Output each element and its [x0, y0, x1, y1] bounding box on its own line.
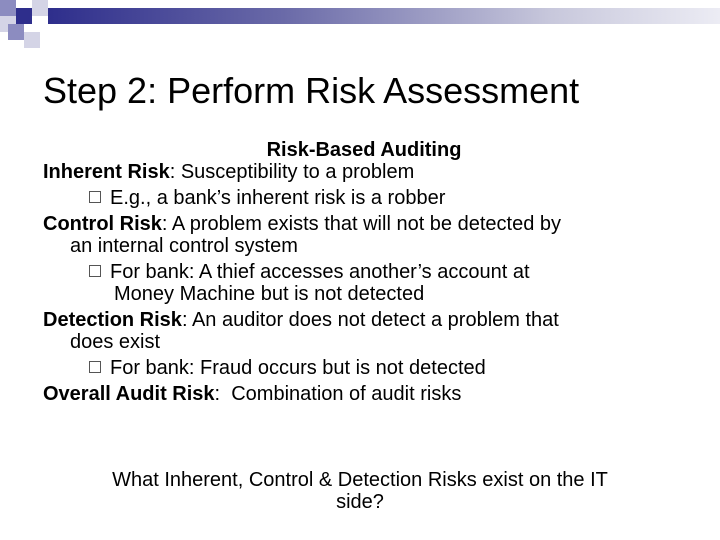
risk-desc: : Combination of audit risks: [214, 383, 462, 405]
risk-example-detection: For bank: Fraud occurs but is not detected: [43, 357, 683, 379]
risk-item-control: [43, 213, 683, 235]
checkbox-bullet-icon: [89, 361, 101, 373]
risk-term: Detection Risk: [43, 309, 182, 331]
deco-square: [0, 0, 16, 16]
risk-desc: : A problem exists that will not be detected by: [161, 213, 562, 235]
discussion-question: [40, 469, 680, 513]
deco-gradient-bar: [48, 8, 720, 24]
risk-desc-cont: does exist: [70, 331, 161, 353]
deco-square: [32, 0, 48, 16]
question-line: What Inherent, Control & Detection Risks exist on the IT: [112, 469, 608, 491]
question-line: side?: [336, 491, 384, 513]
slide-body: [43, 139, 683, 405]
risk-item-inherent: [43, 161, 683, 183]
checkbox-bullet-icon: [89, 191, 101, 203]
risk-item-detection: [43, 309, 683, 331]
slide-title: Step 2: Perform Risk Assessment: [43, 70, 580, 111]
risk-item-overall: [43, 383, 683, 405]
risk-term: Control Risk: [43, 213, 162, 235]
risk-desc: : An auditor does not detect a problem that: [181, 309, 559, 331]
risk-term: Inherent Risk: [43, 161, 170, 183]
risk-example-cont: Money Machine but is not detected: [114, 283, 425, 305]
deco-square: [16, 8, 32, 24]
risk-term: Overall Audit Risk: [43, 383, 215, 405]
risk-example-control: For bank: A thief accesses another’s account at: [43, 261, 683, 283]
section-heading: Risk-Based Auditing: [266, 139, 462, 161]
decorative-header: [0, 0, 720, 48]
risk-desc-cont: an internal control system: [70, 235, 298, 257]
checkbox-bullet-icon: [89, 265, 101, 277]
deco-square: [8, 24, 24, 40]
risk-desc: : Susceptibility to a problem: [169, 161, 415, 183]
deco-square: [24, 32, 40, 48]
risk-example-inherent: E.g., a bank’s inherent risk is a robber: [43, 187, 683, 209]
